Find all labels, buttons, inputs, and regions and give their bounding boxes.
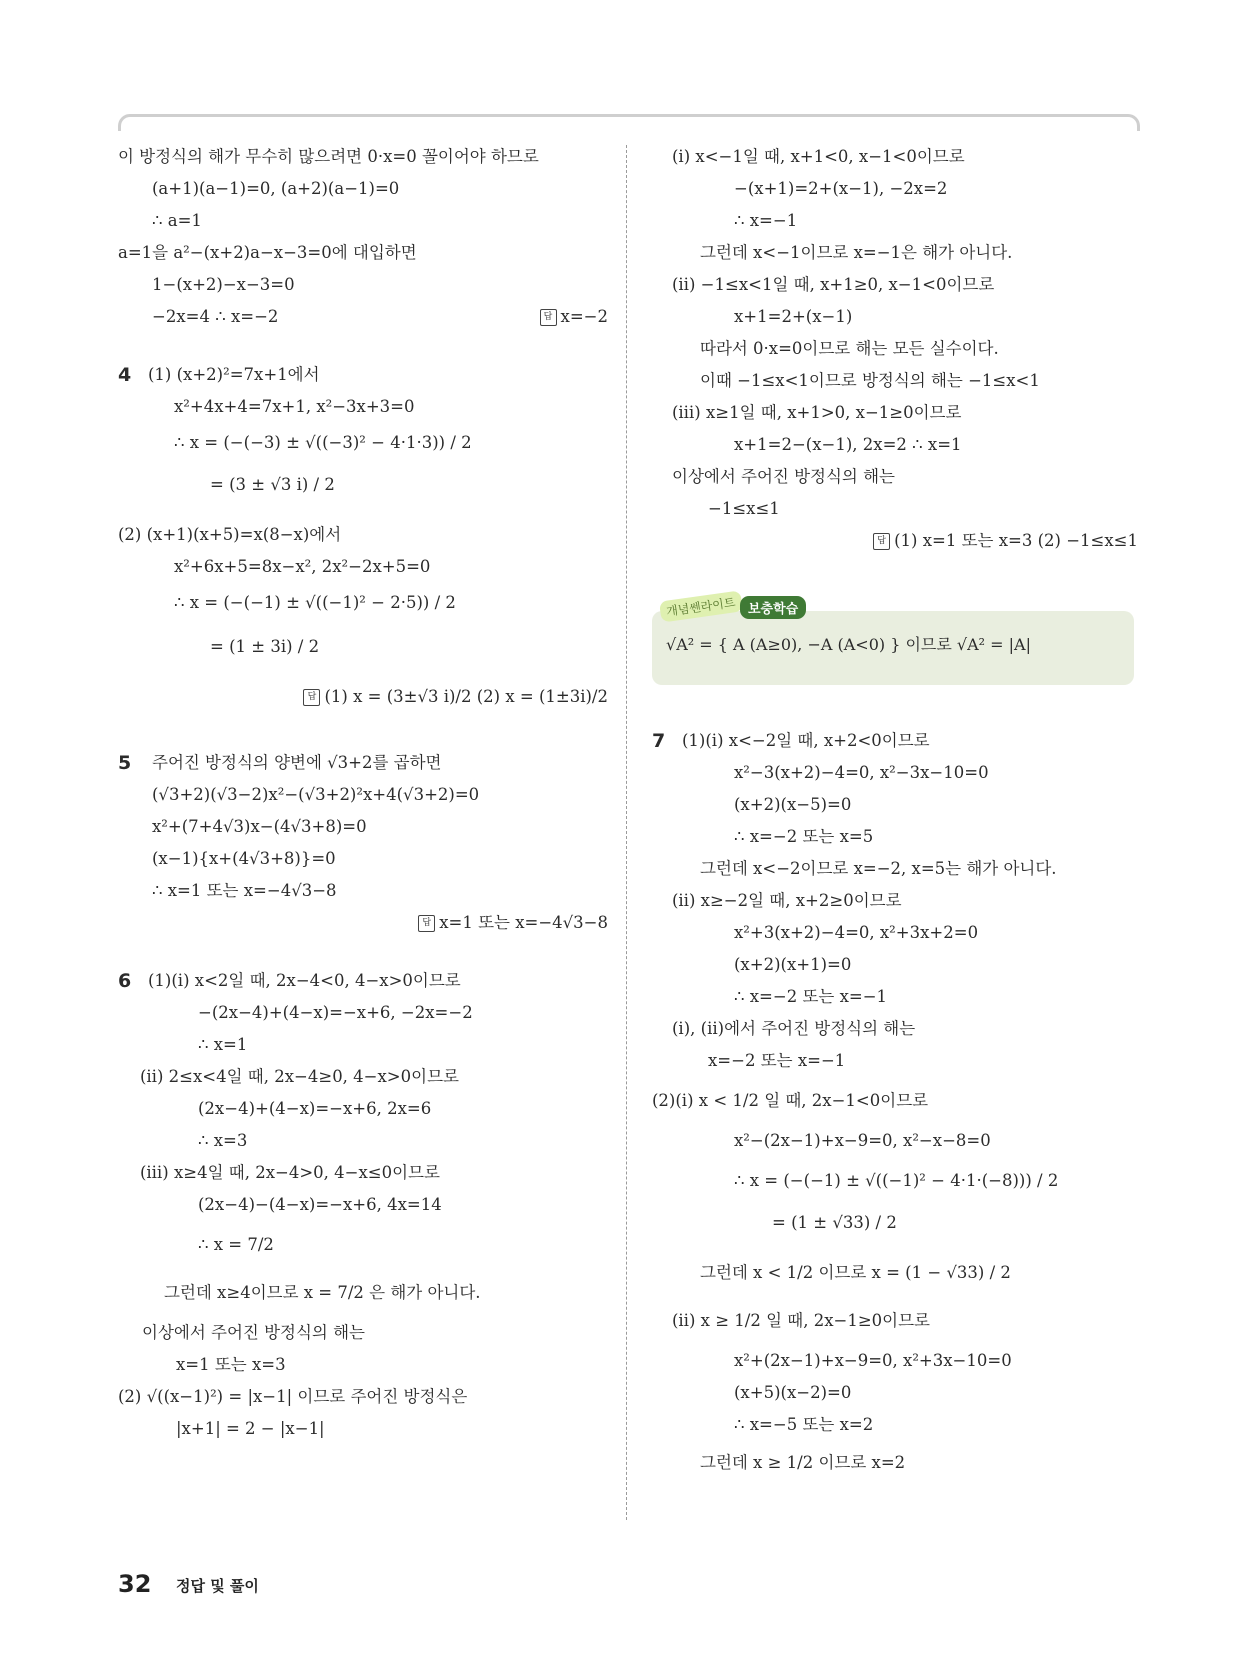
text-line: x²−3(x+2)−4=0, x²−3x−10=0: [734, 763, 989, 782]
problem-number: 4: [118, 364, 132, 386]
text-line: = (3 ± √3 i) / 2: [210, 475, 335, 494]
column-divider: [626, 145, 627, 1520]
text-line: ∴ x = (−(−1) ± √((−1)² − 2·5)) / 2: [174, 593, 456, 612]
text-line: 따라서 0·x=0이므로 해는 모든 실수이다.: [700, 339, 999, 358]
text-line: 그런데 x < 1/2 이므로 x = (1 − √33) / 2: [700, 1263, 1011, 1282]
text-line: ∴ x=1: [198, 1035, 248, 1054]
answer-text: (1) x=1 또는 x=3 (2) −1≤x≤1: [894, 531, 1138, 550]
text-line: ∴ a=1: [152, 211, 202, 230]
text-line: (2x−4)−(4−x)=−x+6, 4x=14: [198, 1195, 442, 1214]
text-line: 1−(x+2)−x−3=0: [152, 275, 295, 294]
answer: [873, 530, 1138, 552]
text-line: (ⅱ) x ≥ 1/2 일 때, 2x−1≥0이므로: [672, 1311, 930, 1330]
answer-text: x=−2: [560, 307, 608, 326]
text-line: (x+2)(x+1)=0: [734, 955, 852, 974]
text-line: x²+(7+4√3)x−(4√3+8)=0: [152, 817, 367, 836]
answer-text: (1) x = (3±√3 i)/2 (2) x = (1±3i)/2: [324, 687, 608, 706]
text-line: x²−(2x−1)+x−9=0, x²−x−8=0: [734, 1131, 991, 1150]
text-line: (2x−4)+(4−x)=−x+6, 2x=6: [198, 1099, 432, 1118]
text-line: 그런데 x<−1이므로 x=−1은 해가 아니다.: [700, 243, 1013, 262]
text-line: 이 방정식의 해가 무수히 많으려면 0·x=0 꼴이어야 하므로: [118, 147, 539, 166]
text-line: (x+2)(x−5)=0: [734, 795, 852, 814]
text-line: (2)(ⅰ) x < 1/2 일 때, 2x−1<0이므로: [652, 1091, 929, 1110]
answer: [303, 686, 608, 708]
text-line: 이상에서 주어진 방정식의 해는: [672, 467, 895, 486]
text-line: x=−2 또는 x=−1: [708, 1051, 846, 1070]
text-line: = (1 ± 3i) / 2: [210, 637, 320, 656]
callout-formula: √A² = { A (A≥0), −A (A<0) } 이므로 √A² = |A|: [666, 635, 1032, 654]
text-line: 이때 −1≤x<1이므로 방정식의 해는 −1≤x<1: [700, 371, 1040, 390]
text-line: ∴ x=3: [198, 1131, 248, 1150]
text-line: ∴ x=−5 또는 x=2: [734, 1415, 874, 1434]
problem-number: 7: [652, 730, 666, 752]
problem-number: 5: [118, 752, 132, 774]
answer-icon: 답: [303, 689, 320, 706]
text-line: 주어진 방정식의 양변에 √3+2를 곱하면: [152, 753, 442, 772]
top-border: [118, 114, 1140, 131]
text-line: (ⅲ) x≥1일 때, x+1>0, x−1≥0이므로: [672, 403, 962, 422]
text-line: (1)(ⅰ) x<−2일 때, x+2<0이므로: [682, 731, 930, 750]
text-line: (√3+2)(√3−2)x²−(√3+2)²x+4(√3+2)=0: [152, 785, 480, 804]
page-footer: 정답 및 풀이: [176, 1577, 259, 1595]
text-line: x+1=2+(x−1): [734, 307, 853, 326]
text-line: ∴ x=−1: [734, 211, 798, 230]
text-line: = (1 ± √33) / 2: [772, 1213, 897, 1232]
text-line: ∴ x=1 또는 x=−4√3−8: [152, 881, 337, 900]
text-line: x²+6x+5=8x−x², 2x²−2x+5=0: [174, 557, 431, 576]
text-line: −1≤x≤1: [708, 499, 780, 518]
text-line: (1) (x+2)²=7x+1에서: [148, 365, 320, 384]
text-line: x=1 또는 x=3: [176, 1355, 286, 1374]
answer: [540, 306, 608, 328]
problem-number: 6: [118, 970, 132, 992]
text-line: −2x=4 ∴ x=−2: [152, 307, 279, 326]
text-line: 그런데 x<−2이므로 x=−2, x=5는 해가 아니다.: [700, 859, 1057, 878]
concept-tag: 개념쎈라이트: [659, 590, 743, 622]
text-line: (1)(ⅰ) x<2일 때, 2x−4<0, 4−x>0이므로: [148, 971, 461, 990]
text-line: ∴ x=−2 또는 x=5: [734, 827, 874, 846]
text-line: (x−1){x+(4√3+8)}=0: [152, 849, 336, 868]
answer: [418, 912, 608, 934]
text-line: 그런데 x≥4이므로 x = 7/2 은 해가 아니다.: [164, 1283, 481, 1302]
text-line: (ⅱ) 2≤x<4일 때, 2x−4≥0, 4−x>0이므로: [140, 1067, 459, 1086]
answer-icon: 답: [418, 915, 435, 932]
answer-text: x=1 또는 x=−4√3−8: [439, 913, 608, 932]
text-line: (2) √((x−1)²) = |x−1| 이므로 주어진 방정식은: [118, 1387, 468, 1406]
supplement-tag: 보충학습: [740, 596, 806, 619]
text-line: x²+3(x+2)−4=0, x²+3x+2=0: [734, 923, 979, 942]
text-line: −(x+1)=2+(x−1), −2x=2: [734, 179, 948, 198]
text-line: (ⅱ) −1≤x<1일 때, x+1≥0, x−1<0이므로: [672, 275, 995, 294]
text-line: (ⅲ) x≥4일 때, 2x−4>0, 4−x≤0이므로: [140, 1163, 440, 1182]
answer-icon: 답: [540, 309, 557, 326]
text-line: (ⅱ) x≥−2일 때, x+2≥0이므로: [672, 891, 902, 910]
text-line: 그런데 x ≥ 1/2 이므로 x=2: [700, 1453, 906, 1472]
answer-icon: 답: [873, 533, 890, 550]
text-line: ∴ x = 7/2: [198, 1235, 274, 1254]
page-number: 32: [118, 1570, 152, 1598]
text-line: 이상에서 주어진 방정식의 해는: [142, 1323, 365, 1342]
text-line: x²+4x+4=7x+1, x²−3x+3=0: [174, 397, 415, 416]
text-line: x+1=2−(x−1), 2x=2 ∴ x=1: [734, 435, 962, 454]
text-line: (a+1)(a−1)=0, (a+2)(a−1)=0: [152, 179, 400, 198]
text-line: (2) (x+1)(x+5)=x(8−x)에서: [118, 525, 342, 544]
text-line: ∴ x=−2 또는 x=−1: [734, 987, 888, 1006]
text-line: |x+1| = 2 − |x−1|: [176, 1419, 325, 1438]
text-line: ∴ x = (−(−3) ± √((−3)² − 4·1·3)) / 2: [174, 433, 472, 452]
text-line: ∴ x = (−(−1) ± √((−1)² − 4·1·(−8))) / 2: [734, 1171, 1059, 1190]
text-line: x²+(2x−1)+x−9=0, x²+3x−10=0: [734, 1351, 1012, 1370]
text-line: a=1을 a²−(x+2)a−x−3=0에 대입하면: [118, 243, 417, 262]
text-line: (ⅰ) x<−1일 때, x+1<0, x−1<0이므로: [672, 147, 965, 166]
text-line: −(2x−4)+(4−x)=−x+6, −2x=−2: [198, 1003, 473, 1022]
text-line: (x+5)(x−2)=0: [734, 1383, 852, 1402]
text-line: (ⅰ), (ⅱ)에서 주어진 방정식의 해는: [672, 1019, 916, 1038]
